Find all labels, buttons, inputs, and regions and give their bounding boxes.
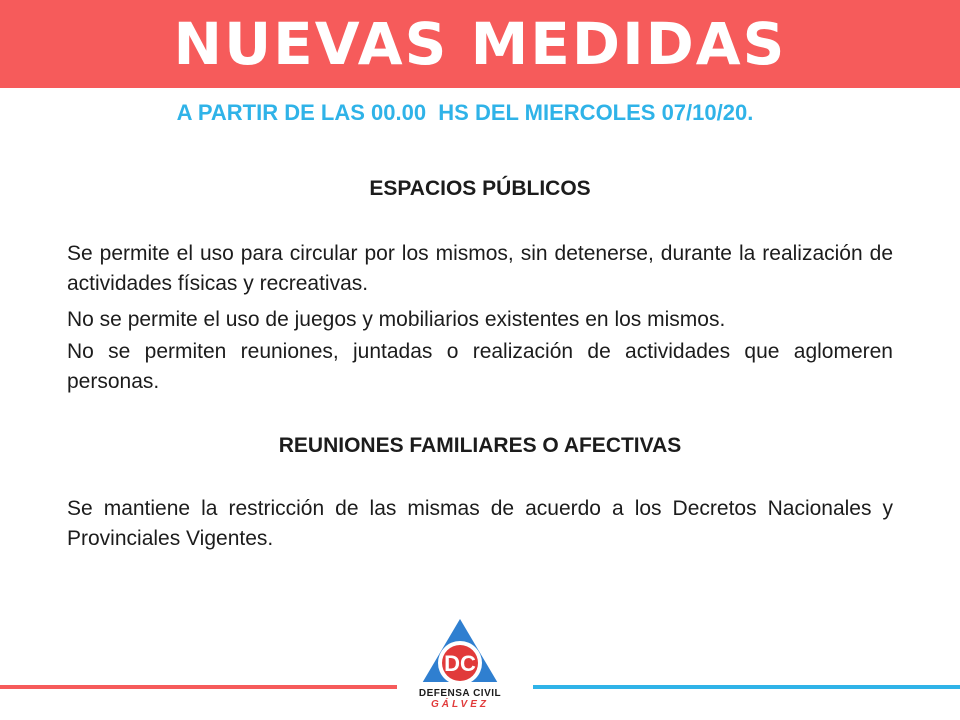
effective-date-subtitle: A PARTIR DE LAS 00.00 HS DEL MIERCOLES 07/10/20. <box>176 100 754 125</box>
section-heading-espacios-publicos: ESPACIOS PÚBLICOS <box>369 177 591 200</box>
section-heading-reuniones-familiares: REUNIONES FAMILIARES O AFECTIVAS <box>278 434 682 457</box>
paragraph-gatherings: No se permiten reuniones, juntadas o realización de actividades que aglomeren personas. <box>67 340 893 393</box>
defensa-civil-logo <box>410 613 510 720</box>
paragraph-games-furniture: No se permite el uso de juegos y mobiliarios existentes en los mismos. <box>67 308 726 331</box>
paragraph-circulation: Se permite el uso para circular por los mismos, sin detenerse, durante la realización de actividades físicas y recreativas. <box>67 242 893 295</box>
footer-rule-red <box>0 685 397 689</box>
logo-line-galvez: GÁLVEZ <box>430 699 489 710</box>
logo-line-defensa-civil: DEFENSA CIVIL <box>418 688 502 699</box>
defensa-civil-emblem-icon <box>418 613 502 687</box>
logo-emblem-text: DC <box>444 651 476 676</box>
banner-title: NUEVAS MEDIDAS <box>173 10 787 78</box>
header-banner <box>0 0 960 88</box>
paragraph-restriction: Se mantiene la restricción de las mismas de acuerdo a los Decretos Nacionales y Provinciales Vigentes. <box>67 497 893 550</box>
footer-rule-blue <box>533 685 960 689</box>
